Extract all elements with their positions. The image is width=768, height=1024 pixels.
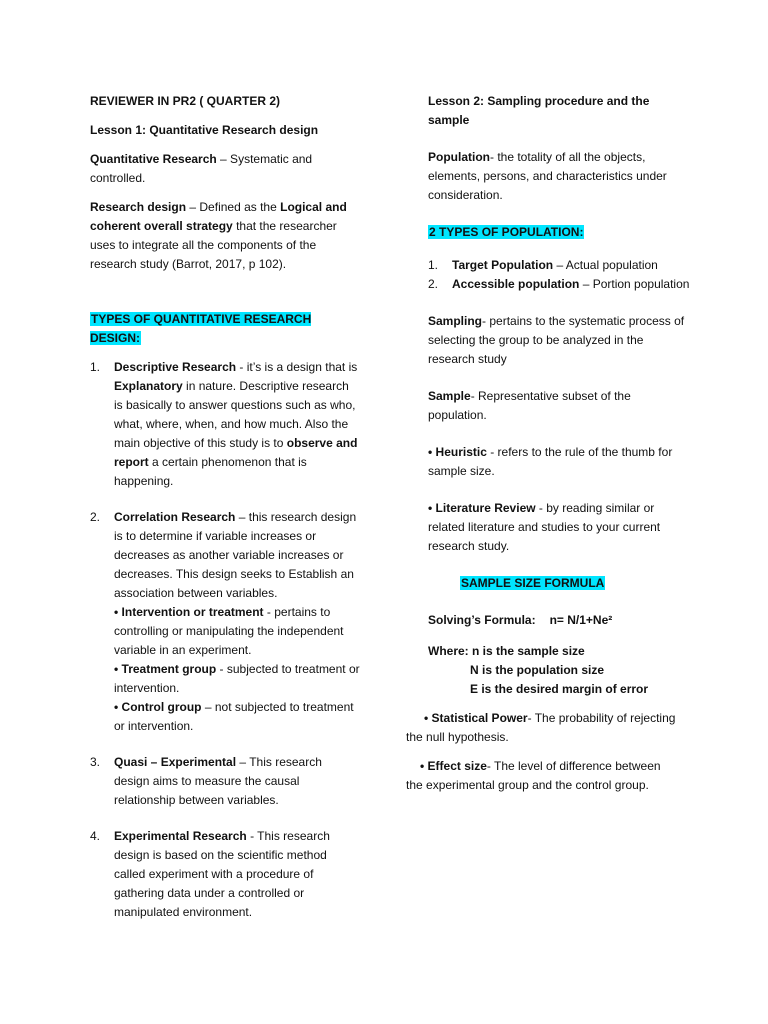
sampling-definition: Sampling- pertains to the systematic process of selecting the group to be analyzed in the research study bbox=[428, 314, 685, 366]
two-types-of-population-heading: 2 TYPES OF POPULATION: bbox=[429, 225, 584, 239]
heuristic-definition: • Heuristic - refers to the rule of the thumb for sample size. bbox=[428, 445, 673, 478]
research-design-term: Research design bbox=[90, 200, 187, 214]
design-item-1: 1. Descriptive Research - it’s is a design that is Explanatory in nature. Descriptive research is basically to answer questions such as who, what, where, when, and how much. Also the main objective of this study is to observe and report a certain phenomenon that is happening. bbox=[90, 360, 358, 488]
sample-definition: Sample- Representative subset of the population. bbox=[428, 389, 631, 422]
quantitative-research-definition bbox=[90, 150, 360, 188]
design-item-2: 2. Correlation Research – this research design is to determine if variable increases or decreases as another variable increases or decreases. This design seeks to Establish an association between variables. • Intervention or treatment - pertains to controlling or manipulating the independent variable in an experiment. • Treatment group - subjected to treatment or intervention. • Control group – not subjected to treatment or intervention. bbox=[90, 508, 360, 736]
design-item-3: 3. Quasi – Experimental – This research design aims to measure the causal relationship between variables. bbox=[90, 755, 322, 807]
statistical-power-definition: • Statistical Power- The probability of rejecting the null hypothesis. bbox=[406, 711, 676, 744]
population-definition: Population- the totality of all the objects, elements, persons, and characteristics under consideration. bbox=[428, 150, 667, 202]
population-type-2: 2. Accessible population – Portion population bbox=[428, 277, 690, 291]
document-title: REVIEWER IN PR2 ( QUARTER 2) bbox=[90, 94, 281, 108]
solvings-formula: Solving’s Formula: n= N/1+Ne² bbox=[428, 613, 613, 627]
types-pop-heading-line bbox=[428, 223, 690, 242]
design-item-4: 4. Experimental Research - This research design is based on the scientific method called experiment with a procedure of gathering data under a controlled or manipulated environment. bbox=[90, 829, 330, 919]
sample-size-formula-heading: SAMPLE SIZE FORMULA bbox=[461, 576, 605, 590]
population-type-1: 1. Target Population – Actual population bbox=[428, 258, 658, 272]
formula-where: Where: n is the sample size N is the population size E is the desired margin of error bbox=[428, 644, 649, 696]
literature-review-definition: • Literature Review - by reading similar or related literature and studies to your current research study. bbox=[428, 501, 661, 553]
left-column bbox=[90, 92, 360, 922]
quantitative-research-text: – Systematic and controlled. bbox=[90, 152, 313, 185]
lesson-1-heading: Lesson 1: Quantitative Research design bbox=[90, 123, 319, 137]
sub-item-treatment-group: • Treatment group - subjected to treatment or intervention. bbox=[114, 662, 360, 695]
sub-item-intervention: • Intervention or treatment - pertains to controlling or manipulating the independent variable in an experiment. bbox=[114, 605, 344, 657]
formula-heading-line bbox=[428, 574, 690, 593]
types-heading-line bbox=[90, 310, 360, 348]
research-design-definition: Research design – Defined as the Logical and coherent overall strategy that the researcher uses to integrate all the components of the research study (Barrot, 2017, p 102). bbox=[90, 200, 347, 271]
lesson-2-heading: Lesson 2: Sampling procedure and the sample bbox=[428, 94, 650, 127]
types-of-quantitative-design-heading: TYPES OF QUANTITATIVE RESEARCH DESIGN: bbox=[90, 312, 312, 345]
quantitative-research-term: Quantitative Research bbox=[90, 152, 217, 166]
right-column bbox=[406, 92, 690, 795]
sub-item-control-group: • Control group – not subjected to treatment or intervention. bbox=[114, 700, 354, 733]
effect-size-definition: • Effect size- The level of difference between the experimental group and the control group. bbox=[406, 759, 661, 792]
